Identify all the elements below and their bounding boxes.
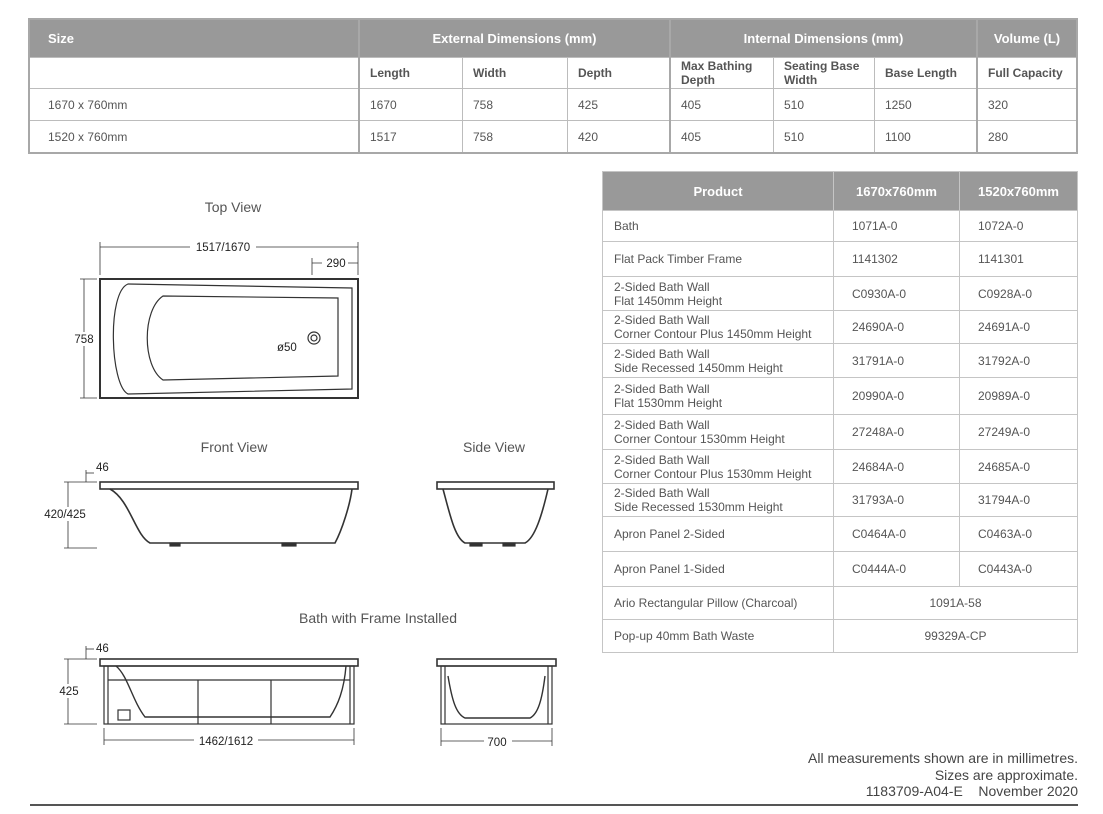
full-capacity-cell: 280: [977, 121, 1077, 154]
front-rim-label: 46: [96, 462, 109, 474]
table-row: [603, 484, 1078, 517]
product-name-cell: [603, 242, 834, 277]
code-1670-cell: C0464A-0: [834, 517, 960, 552]
front-view-title: Front View: [200, 439, 268, 455]
front-view-rim: [100, 482, 358, 489]
waste-outlet-icon: [308, 332, 320, 344]
product-name-cell: [603, 484, 834, 517]
product-name-line2: Corner Contour Plus 1450mm Height: [614, 327, 812, 341]
header-internal: Internal Dimensions (mm): [670, 19, 977, 58]
max-bathing-depth-cell: 405: [670, 89, 774, 121]
table-row: [603, 378, 1078, 415]
header-volume: Volume (L): [977, 19, 1077, 58]
sub-header-depth: Depth: [568, 58, 671, 89]
code-1520-cell: C0443A-0: [960, 552, 1078, 587]
products-table: [602, 171, 1078, 653]
product-name-line1: 2-Sided Bath Wall: [614, 452, 710, 467]
code-1520-cell: 1141301: [960, 242, 1078, 277]
seating-base-width-cell: 510: [774, 89, 875, 121]
installed-side-frame: [441, 666, 552, 724]
top-view-title: Top View: [204, 199, 262, 215]
waste-label: ø50: [277, 342, 297, 354]
max-bathing-depth-cell: 405: [670, 121, 774, 154]
installed-length-label: 1462/1612: [198, 736, 254, 748]
table-row: [603, 587, 1078, 620]
product-name-line1: Apron Panel 1-Sided: [614, 562, 725, 576]
waste-outlet-inner-icon: [311, 335, 317, 341]
product-name-cell: [603, 344, 834, 378]
side-view-body: [443, 489, 548, 543]
note-approximate: Sizes are approximate.: [934, 767, 1078, 783]
installed-bath-body: [116, 666, 346, 717]
header-1520: 1520x760mm: [960, 172, 1078, 211]
installed-rim: [100, 659, 358, 666]
front-view-foot: [170, 543, 180, 546]
product-name-line1: 2-Sided Bath Wall: [614, 382, 710, 396]
code-1520-cell: 1072A-0: [960, 211, 1078, 242]
product-name-cell: [603, 450, 834, 484]
code-1670-cell: C0444A-0: [834, 552, 960, 587]
product-name-line1: Bath: [614, 219, 639, 233]
product-name-line1: 2-Sided Bath Wall: [614, 486, 710, 500]
code-1520-cell: C0928A-0: [960, 277, 1078, 311]
product-name-line2: Flat 1450mm Height: [614, 293, 723, 308]
code-1670-cell: 24690A-0: [834, 311, 960, 344]
code-shared-cell: 99329A-CP: [834, 620, 1078, 653]
installed-side-rim: [437, 659, 556, 666]
code-shared-cell: 1091A-58: [834, 587, 1078, 620]
sub-header-full-capacity: Full Capacity: [977, 58, 1077, 89]
table-row: [603, 450, 1078, 484]
installed-waste-box: [118, 710, 130, 720]
top-offset-label: 290: [326, 258, 346, 270]
table-row: [603, 415, 1078, 450]
table-row: [603, 311, 1078, 344]
sub-header-width: Width: [463, 58, 568, 89]
side-view-foot: [470, 543, 482, 546]
installed-frame: [104, 666, 354, 724]
code-1520-cell: 20989A-0: [960, 378, 1078, 415]
code-1520-cell: 31792A-0: [960, 344, 1078, 378]
side-view-title: Side View: [462, 439, 526, 455]
product-name-cell: [603, 277, 834, 311]
code-1670-cell: 1141302: [834, 242, 960, 277]
top-length-label: 1517/1670: [195, 242, 251, 254]
installed-rim-label: 46: [96, 643, 109, 655]
front-view-body: [110, 489, 352, 543]
table-row: [603, 344, 1078, 378]
product-name-cell: Pop-up 40mm Bath Waste: [603, 620, 834, 653]
product-name-cell: Ario Rectangular Pillow (Charcoal): [603, 587, 834, 620]
product-name-line2: Flat 1530mm Height: [614, 396, 723, 410]
code-1670-cell: 24684A-0: [834, 450, 960, 484]
length-cell: 1517: [359, 121, 463, 154]
doc-date: November 2020: [978, 783, 1078, 799]
product-name-cell: [603, 517, 834, 552]
product-name-line2: Corner Contour 1530mm Height: [614, 432, 785, 446]
code-1670-cell: C0930A-0: [834, 277, 960, 311]
depth-cell: 425: [568, 89, 671, 121]
sub-header-max-bathing-depth: Max Bathing Depth: [670, 58, 774, 89]
sub-header-base-length: Base Length: [875, 58, 978, 89]
width-cell: 758: [463, 89, 568, 121]
product-name-cell: [603, 211, 834, 242]
product-name-line1: Flat Pack Timber Frame: [614, 252, 743, 266]
product-name-line2: Corner Contour Plus 1530mm Height: [614, 466, 812, 481]
product-name-line1: 2-Sided Bath Wall: [614, 346, 710, 361]
doc-code: 1183709-A04-E: [865, 783, 963, 799]
product-name-line1: 2-Sided Bath Wall: [614, 313, 710, 327]
code-1670-cell: 27248A-0: [834, 415, 960, 450]
table-row: [603, 552, 1078, 587]
top-width-label: 758: [74, 334, 94, 346]
product-name-cell: [603, 552, 834, 587]
code-1520-cell: 24685A-0: [960, 450, 1078, 484]
seating-base-width-cell: 510: [774, 121, 875, 154]
product-name-line1: Apron Panel 2-Sided: [614, 527, 725, 541]
code-1520-cell: 31794A-0: [960, 484, 1078, 517]
code-1520-cell: 24691A-0: [960, 311, 1078, 344]
product-name-line2: Side Recessed 1530mm Height: [614, 500, 783, 514]
depth-cell: 420: [568, 121, 671, 154]
table-row: [603, 211, 1078, 242]
length-cell: 1670: [359, 89, 463, 121]
base-length-cell: 1100: [875, 121, 978, 154]
sub-header-length: Length: [359, 58, 463, 89]
code-1520-cell: 27249A-0: [960, 415, 1078, 450]
installed-height-label: 425: [59, 686, 79, 698]
size-cell: 1670 x 760mm: [29, 89, 359, 121]
width-cell: 758: [463, 121, 568, 154]
installed-width-label: 700: [487, 737, 507, 749]
footer-rule: [30, 804, 1078, 806]
product-name-cell: [603, 378, 834, 415]
top-view-basin: [147, 296, 338, 380]
header-1670: 1670x760mm: [834, 172, 960, 211]
size-cell: 1520 x 760mm: [29, 121, 359, 154]
code-1670-cell: 31793A-0: [834, 484, 960, 517]
header-product: Product: [603, 172, 834, 211]
note-measurements: All measurements shown are in millimetres.: [808, 750, 1078, 766]
installed-title: Bath with Frame Installed: [299, 610, 457, 626]
product-name-line1: 2-Sided Bath Wall: [614, 418, 710, 432]
table-row: [603, 242, 1078, 277]
full-capacity-cell: 320: [977, 89, 1077, 121]
code-1670-cell: 20990A-0: [834, 378, 960, 415]
product-name-cell: [603, 415, 834, 450]
sub-header-seating-base-width: Seating Base Width: [774, 58, 875, 89]
code-1670-cell: 1071A-0: [834, 211, 960, 242]
doc-reference: [866, 783, 1078, 799]
code-1670-cell: 31791A-0: [834, 344, 960, 378]
installed-side-body: [448, 676, 545, 718]
product-name-line2: Side Recessed 1450mm Height: [614, 360, 783, 375]
base-length-cell: 1250: [875, 89, 978, 121]
front-view-foot: [282, 543, 296, 546]
side-view-foot: [503, 543, 515, 546]
table-row: [603, 517, 1078, 552]
table-row: [603, 620, 1078, 653]
header-size: Size: [29, 19, 359, 58]
product-name-line1: 2-Sided Bath Wall: [614, 279, 710, 294]
table-row: [603, 277, 1078, 311]
side-view-rim: [437, 482, 554, 489]
code-1520-cell: C0463A-0: [960, 517, 1078, 552]
header-external: External Dimensions (mm): [359, 19, 670, 58]
product-name-cell: [603, 311, 834, 344]
front-height-label: 420/425: [44, 509, 86, 521]
